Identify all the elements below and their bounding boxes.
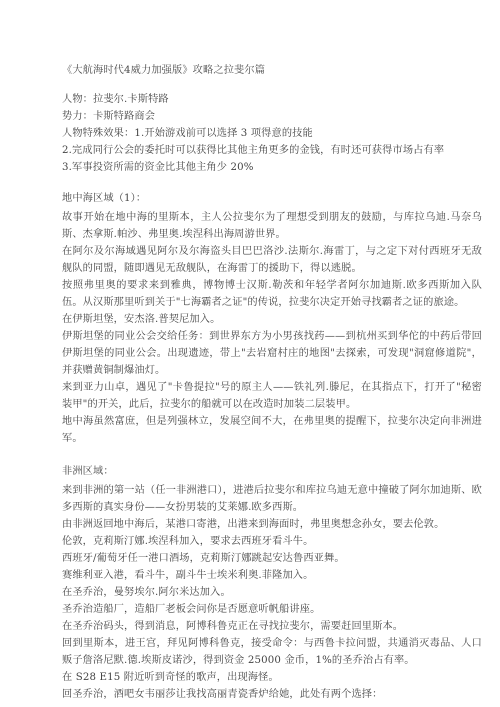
paragraph: 在 S28 E15 附近听到奇怪的歌声，出现海怪。 <box>62 672 279 683</box>
character-info <box>62 91 482 176</box>
section-heading-mediterranean: 地中海区域（1）： <box>62 193 147 204</box>
info-character: 人物：拉斐尔.卡斯特路 <box>62 94 169 105</box>
paragraph: 在伊斯坦堡，安杰洛.普契尼加入。 <box>62 314 221 325</box>
paragraph: 按照弗里奥的要求来到雅典，博物博士汉斯.勒茨和年轻学者阿尔加迪斯.欧多西斯加入队伍。从汉斯那里听到关于"七海霸者之证"的传说，拉斐尔决定开始寻找霸者之证的旅途。 <box>62 280 482 308</box>
paragraph: 地中海虽然富庶，但是列强林立，发展空间不大，在弗里奥的提醒下，拉斐尔决定向非洲进军。 <box>62 416 482 444</box>
paragraph: 故事开始在地中海的里斯本，主人公拉斐尔为了理想受到朋友的鼓励，与库拉乌迪.马奈乌斯、杰拿斯.帕沙、弗里奥.埃涅科出海周游世界。 <box>62 212 482 240</box>
section-africa <box>62 482 482 703</box>
paragraph: 来到亚力山卓，遇见了"卡鲁提拉"号的原主人——铁礼列.滕尼，在其指点下，打开了"秘密装甲"的开关，此后，拉斐尔的船就可以在改造时加装二层装甲。 <box>62 382 482 410</box>
paragraph: 在圣乔治码头，得到消息，阿博科鲁克正在寻找拉斐尔，需要赶回里斯本。 <box>62 621 404 632</box>
paragraph: 由非洲返回地中海后，某港口寄港，出港来到海面时，弗里奥想念孙女，要去伦敦。 <box>62 519 445 530</box>
paragraph: 圣乔治造船厂，造船厂老板会问你是否愿意听帆船讲座。 <box>62 604 321 615</box>
document-title: 《大航海时代4威力加强版》攻略之拉斐尔篇 <box>62 65 266 76</box>
info-special-effect-2: 2.完成同行公会的委托时可以获得比其他主角更多的金钱，有时还可获得市场占有率 <box>62 145 445 156</box>
section-heading-africa: 非洲区域： <box>62 466 114 477</box>
section-mediterranean <box>62 209 482 447</box>
info-special-effect-3: 3.军事投资所需的资金比其他主角少 20% <box>62 162 254 173</box>
paragraph: 伊斯坦堡的同业公会交给任务：到世界东方为小男孩找药——到杭州买到华佗的中药后带回伊斯坦堡的同业公会。出现遗迹，带上"去岩窟村庄的地图"去探索，可发现"洞窟修道院"，并获赠黄铜制爆油灯。 <box>62 331 482 376</box>
paragraph: 回圣乔治，酒吧女韦丽莎让我找高丽青瓷香炉给她，此处有两个选择： <box>62 689 383 700</box>
info-faction: 势力：卡斯特路商会 <box>62 111 156 122</box>
paragraph: 来到非洲的第一站（任一非洲港口），进港后拉斐尔和库拉乌迪无意中撞破了阿尔加迪斯、欧多西斯的真实身份——女扮男装的艾莱娜.欧多西斯。 <box>62 485 482 513</box>
paragraph: 在圣乔治，曼努埃尔.阿尔米达加入。 <box>62 587 231 598</box>
paragraph: 西班牙/葡萄牙任一港口酒场，克莉斯汀娜跳起安达鲁西亚舞。 <box>62 553 345 564</box>
paragraph: 在阿尔及尔海域遇见阿尔及尔海盗头目巴巴洛沙.法斯尔.海雷丁，与之定下对付西班牙无敌舰队的同盟，随即遇见无敌舰队，在海雷丁的援助下，得以逃脱。 <box>62 246 482 274</box>
info-special-effect-1: 人物特殊效果：1.开始游戏前可以选择 3 项得意的技能 <box>62 128 313 139</box>
paragraph: 回到里斯本，进王宫，拜见阿博科鲁克，接受命令：与西鲁卡拉问盟，共通消灭毒品、人口贩子詹洛尼默.德.埃斯皮诺沙，得到资金 25000 金币，1%的圣乔治占有率。 <box>62 638 482 666</box>
paragraph: 伦敦，克莉斯汀娜.埃涅科加入，要求去西班牙看斗牛。 <box>62 536 314 547</box>
paragraph: 赛维利亚入港，看斗牛，副斗牛士埃米利奥.菲隆加入。 <box>62 570 314 581</box>
